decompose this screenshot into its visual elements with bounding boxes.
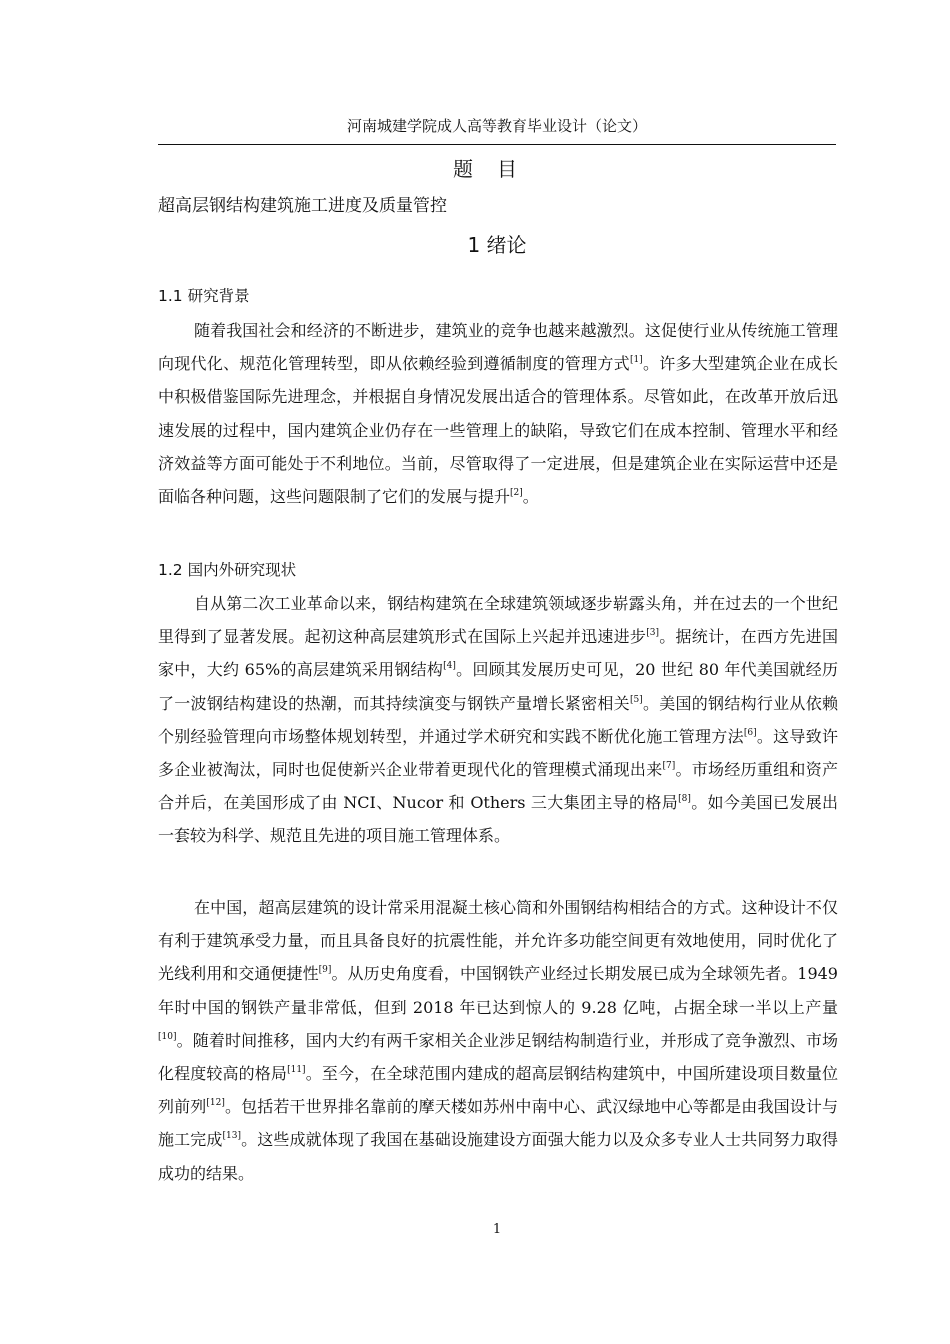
thesis-title: 超高层钢结构建筑施工进度及质量管控 (158, 196, 447, 216)
page-number: 1 (492, 1222, 502, 1237)
paragraph-text: 在中国，超高层建筑的设计常采用混凝土核心筒和外围钢结构相结合的方式。这种设计不仅有利于建筑承受力量，而且具备良好的抗震性能，并允许多功能空间更有效地使用，同时优化了光线利用和交通便捷性 (158, 898, 838, 984)
paragraph-text: 随着我国社会和经济的不断进步，建筑业的竞争也越来越激烈。这促使行业从传统施工管理向现代化、规范化管理转型，即从依赖经验到遵循制度的管理方式 (158, 321, 838, 374)
paragraph-text: 自从第二次工业革命以来，钢结构建筑在全球建筑领域逐步崭露头角，并在过去的一个世纪里得到了显著发展。起初这种高层建筑形式在国际上兴起并迅速进步 (158, 594, 838, 647)
citation-ref: [12] (206, 1098, 225, 1109)
paragraph-text: 。据统计，在西方先进国家中，大约 65%的高层建筑采用钢结构 (158, 627, 838, 680)
paragraph-text: 。 (522, 487, 539, 507)
paragraph-text: 。回顾其发展历史可见，20 世纪 80 年代美国就经历了一波钢结构建设的热潮，而其持续演变与钢铁产量增长紧密相关 (158, 660, 838, 713)
citation-ref: [7] (662, 761, 676, 772)
citation-ref: [13] (222, 1131, 242, 1142)
citation-ref: [5] (629, 694, 643, 705)
citation-ref: [10] (158, 1031, 177, 1042)
paragraph-text: 。这导致许多企业被淘汰，同时也促使新兴企业带着更现代化的管理模式涌现出来 (158, 726, 838, 780)
running-header: 河南城建学院成人高等教育毕业设计（论文） (346, 117, 647, 135)
citation-ref: [1] (629, 355, 643, 366)
section-heading-research-status: 1.2 国内外研究现状 (158, 561, 297, 579)
paragraph-text: 。许多大型建筑企业在成长中积极借鉴国际先进理念，并根据自身情况发展出适合的管理体系。尽管如此，在改革开放后迅速发展的过程中，国内建筑企业仍存在一些管理上的缺陷，导致它们在成本控制、管理水平和经济效益等方面可能处于不利地位。当前，尽管取得了一定进展，但是建筑企业在实际运营中还是面临各种问题，这些问题限制了它们的发展与提升 (158, 354, 838, 507)
citation-ref: [9] (318, 965, 332, 976)
paragraph-text: 。美国的钢结构行业从依赖个别经验管理向市场整体规划转型，并通过学术研究和实践不断优化施工管理方法 (158, 693, 838, 746)
paragraph-text: 。从历史角度看，中国钢铁产业经过长期发展已成为全球领先者。1949 年时中国的钢铁产量非常低，但到 2018 年已达到惊人的 9.28 亿吨，占据全球一半以上产量 (158, 964, 838, 1017)
paragraph-text: 。随着时间推移，国内大约有两千家相关企业涉足钢结构制造行业，并形成了竞争激烈、市场化程度较高的格局 (158, 1030, 838, 1084)
paragraph-text: 。如今美国已发展出一套较为科学、规范且先进的项目施工管理体系。 (158, 793, 838, 846)
paragraph-text: 。市场经历重组和资产合并后，在美国形成了由 NCI、Nucor 和 Others 三大集团主导的格局 (158, 760, 838, 813)
citation-ref: [4] (443, 661, 456, 672)
paragraph (158, 314, 838, 513)
citation-ref: [2] (510, 488, 523, 499)
section-heading-background: 1.1 研究背景 (158, 287, 250, 305)
paragraph-text: 。包括若干世界排名靠前的摩天楼如苏州中南中心、武汉绿地中心等都是由我国设计与施工完成 (158, 1097, 838, 1150)
paragraph (158, 587, 838, 853)
title-heading: 题目 (453, 157, 541, 181)
paragraph-text: 。这些成就体现了我国在基础设施建设方面强大能力以及众多专业人士共同努力取得成功的结果。 (158, 1130, 838, 1183)
citation-ref: [3] (646, 628, 659, 639)
paragraph (158, 891, 838, 1190)
chapter-heading: 1 绪论 (467, 233, 527, 257)
citation-ref: [11] (287, 1065, 306, 1076)
citation-ref: [8] (678, 794, 691, 805)
citation-ref: [6] (743, 727, 757, 738)
header-divider (158, 144, 836, 145)
paragraph-text: 。至今，在全球范围内建成的超高层钢结构建筑中，中国所建设项目数量位列前列 (158, 1064, 838, 1117)
